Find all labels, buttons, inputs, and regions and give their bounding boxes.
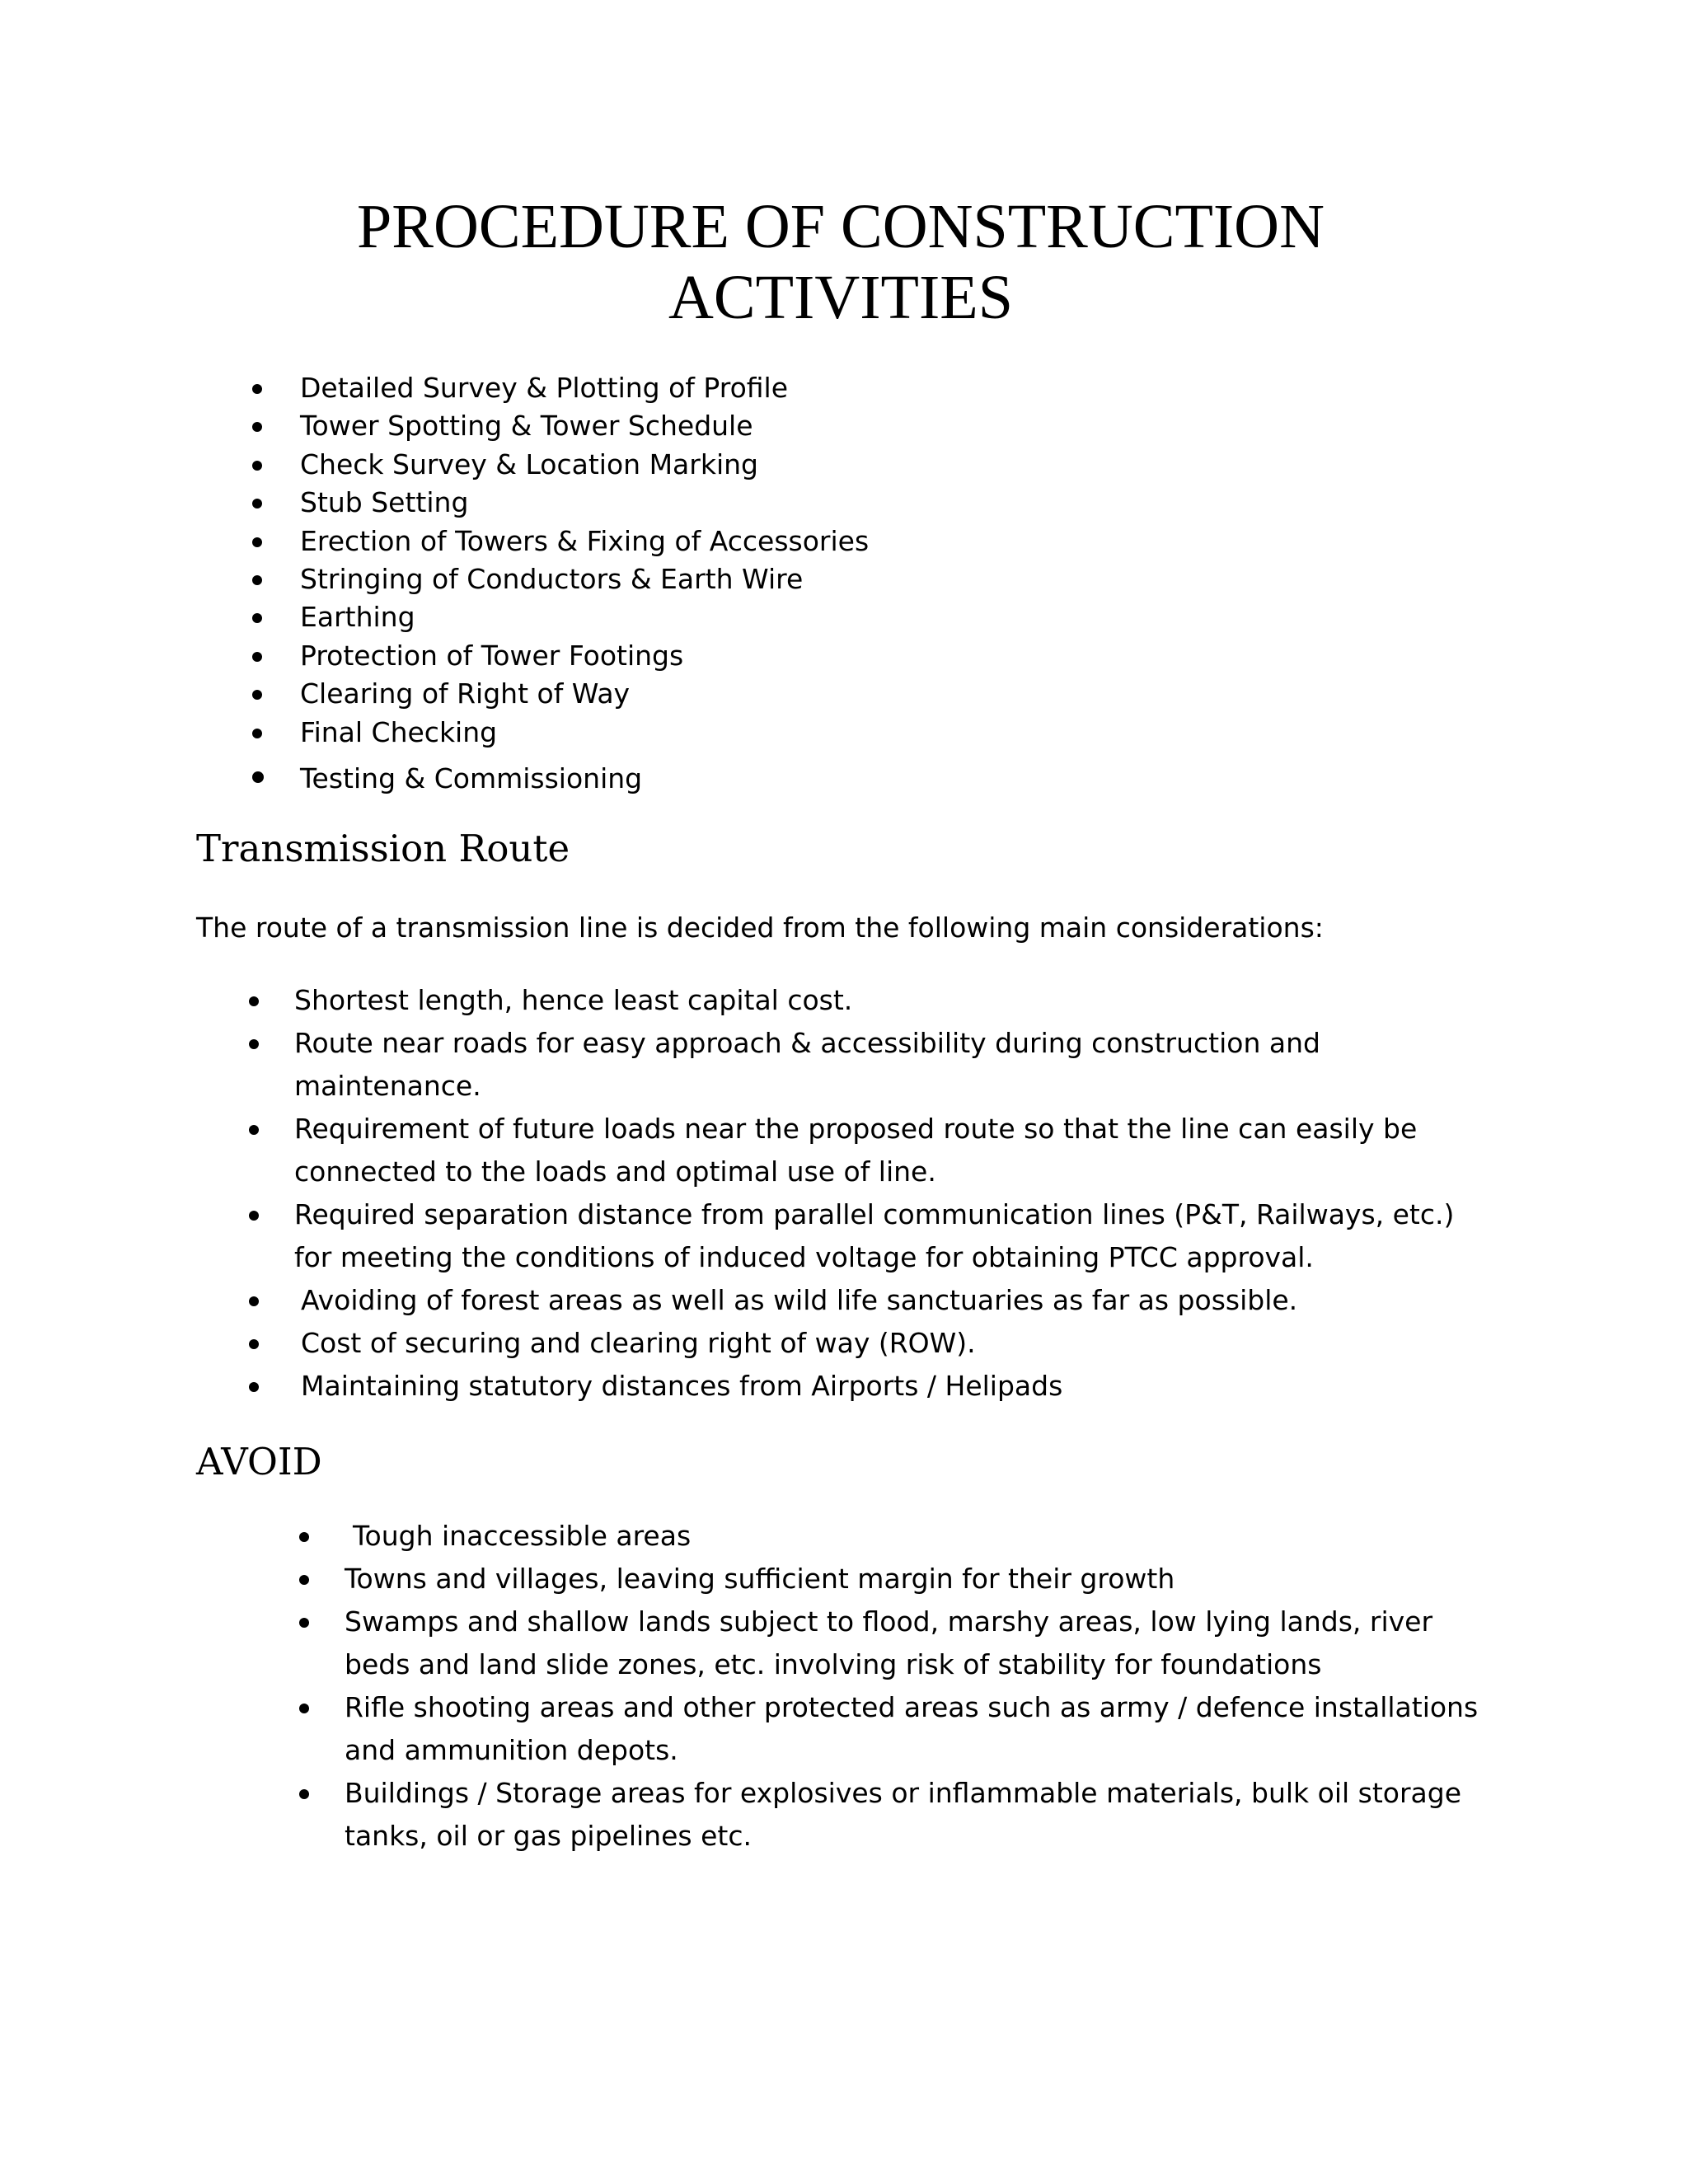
list-item-text: Stub Setting bbox=[300, 486, 469, 519]
bullet-icon bbox=[299, 1532, 309, 1542]
page-title-line-1: PROCEDURE OF CONSTRUCTION bbox=[357, 192, 1325, 261]
list-item-text: Tough inaccessible areas bbox=[353, 1520, 692, 1552]
bullet-icon bbox=[252, 690, 262, 700]
list-item bbox=[294, 1365, 1489, 1408]
list-item-text: Tower Spotting & Tower Schedule bbox=[300, 410, 753, 443]
list-item bbox=[294, 1108, 1489, 1193]
list-item bbox=[300, 446, 1454, 484]
list-item-text: Check Survey & Location Marking bbox=[300, 448, 758, 480]
list-item-text: Protection of Tower Footings bbox=[300, 639, 684, 672]
bullet-icon bbox=[249, 1211, 259, 1221]
bullet-icon bbox=[252, 499, 262, 509]
list-item-text: Swamps and shallow lands subject to flood, marshy areas, low lying lands, river beds and land slide zones, etc. involving risk of stability for foundations bbox=[345, 1605, 1433, 1680]
list-item-text: Cost of securing and clearing right of way (ROW). bbox=[301, 1327, 976, 1359]
bullet-icon bbox=[252, 729, 262, 738]
list-item-text: Route near roads for easy approach & accessibility during construction and maintenance. bbox=[294, 1027, 1320, 1102]
list-item-text: Towns and villages, leaving sufficient margin for their growth bbox=[345, 1563, 1175, 1595]
bullet-icon bbox=[249, 1339, 259, 1349]
list-item bbox=[345, 1558, 1490, 1601]
list-item bbox=[300, 484, 1454, 522]
list-item bbox=[345, 1686, 1490, 1772]
bullet-icon bbox=[299, 1704, 309, 1713]
bullet-icon bbox=[249, 996, 259, 1006]
list-item bbox=[300, 407, 1454, 445]
activities-list bbox=[300, 369, 1454, 798]
bullet-icon bbox=[252, 613, 262, 623]
list-item-text: Clearing of Right of Way bbox=[300, 677, 631, 710]
bullet-icon bbox=[252, 652, 262, 662]
list-item-text: Testing & Commissioning bbox=[300, 762, 643, 795]
list-item bbox=[345, 1772, 1490, 1858]
list-item bbox=[294, 1193, 1489, 1279]
list-item bbox=[300, 369, 1454, 407]
list-item-text: Final Checking bbox=[300, 715, 498, 748]
transmission-route-intro: The route of a transmission line is decided from the following main considerations: bbox=[196, 912, 1324, 944]
bullet-icon bbox=[299, 1789, 309, 1799]
list-item bbox=[300, 523, 1454, 560]
list-item bbox=[294, 1322, 1489, 1365]
bullet-icon bbox=[249, 1296, 259, 1306]
page-title-line-2: ACTIVITIES bbox=[668, 263, 1013, 332]
bullet-icon bbox=[252, 771, 264, 783]
transmission-route-list bbox=[294, 979, 1489, 1408]
bullet-icon bbox=[249, 1382, 259, 1392]
list-item-text: Requirement of future loads near the proposed route so that the line can easily be connected to the loads and optimal use of line. bbox=[294, 1113, 1418, 1188]
list-item-text: Avoiding of forest areas as well as wild life sanctuaries as far as possible. bbox=[301, 1284, 1298, 1316]
bullet-icon bbox=[299, 1575, 309, 1585]
bullet-icon bbox=[299, 1618, 309, 1628]
list-item bbox=[294, 979, 1489, 1022]
bullet-icon bbox=[252, 384, 262, 394]
bullet-icon bbox=[249, 1125, 259, 1135]
list-item-text: Maintaining statutory distances from Airports / Helipads bbox=[301, 1370, 1063, 1402]
avoid-heading: AVOID bbox=[196, 1440, 322, 1483]
list-item bbox=[345, 1515, 1490, 1558]
list-item-text: Shortest length, hence least capital cost. bbox=[294, 984, 853, 1016]
list-item-text: Detailed Survey & Plotting of Profile bbox=[300, 372, 789, 404]
bullet-icon bbox=[252, 575, 262, 585]
list-item-text: Erection of Towers & Fixing of Accessories bbox=[300, 524, 870, 557]
transmission-route-heading: Transmission Route bbox=[196, 827, 570, 870]
list-item bbox=[300, 760, 1454, 798]
list-item-text: Earthing bbox=[300, 601, 415, 634]
list-item-text: Buildings / Storage areas for explosives or inflammable materials, bulk oil storage tanks, oil or gas pipelines etc. bbox=[345, 1777, 1462, 1852]
list-item-text: Stringing of Conductors & Earth Wire bbox=[300, 563, 804, 596]
list-item bbox=[300, 714, 1454, 752]
bullet-icon bbox=[252, 422, 262, 432]
bullet-icon bbox=[252, 537, 262, 547]
page-title bbox=[280, 191, 1401, 333]
list-item bbox=[300, 560, 1454, 598]
list-item-text: Required separation distance from parallel communication lines (P&T, Railways, etc.) for meeting the conditions of induced voltage for obtaining PTCC approval. bbox=[294, 1198, 1455, 1273]
list-item bbox=[300, 637, 1454, 675]
list-item bbox=[294, 1279, 1489, 1322]
list-item-text: Rifle shooting areas and other protected areas such as army / defence installations and ammunition depots. bbox=[345, 1691, 1479, 1766]
list-item bbox=[345, 1601, 1490, 1686]
list-item bbox=[300, 675, 1454, 713]
list-item bbox=[300, 598, 1454, 636]
list-item bbox=[294, 1022, 1489, 1108]
avoid-list bbox=[345, 1515, 1490, 1858]
bullet-icon bbox=[249, 1039, 259, 1049]
bullet-icon bbox=[252, 461, 262, 471]
